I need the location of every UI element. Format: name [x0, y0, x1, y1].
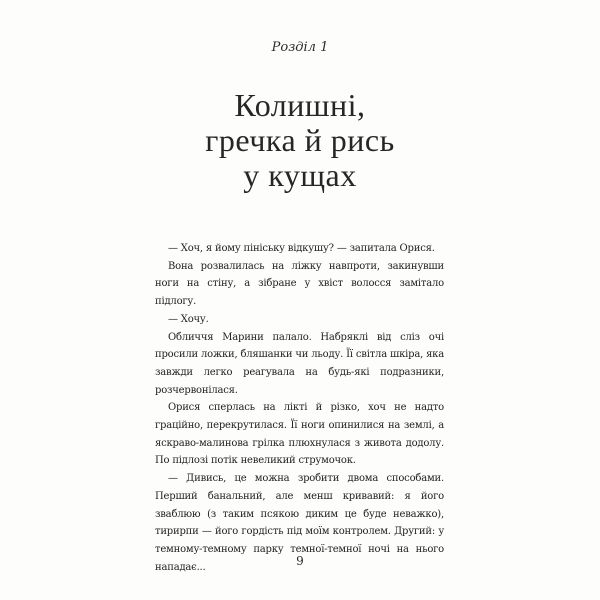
chapter-title-line: у кущах	[243, 157, 357, 193]
paragraph: — Дивись, це можна зробити двома способами. Перший банальний, але менш кривавий: я його зваблюю (з таким псякою диким це буде неважко), тирирпи — його гордість під моїм контролем. Другий: у темному-темному парку темної-темної ночі на нього нападає...	[155, 473, 444, 573]
paragraph: — Хочу.	[168, 313, 209, 325]
paragraph: Обличчя Марини палало. Набряклі від сліз очі просили ложки, бляшанки чи льоду. Її світла шкіра, яка завжди легко реагувала на будь-які подразники, розчервонілася.	[155, 331, 444, 396]
page-number: 9	[296, 554, 304, 568]
chapter-title-line: Колишні,	[234, 87, 366, 123]
chapter-title	[0, 88, 600, 193]
paragraph: Вона розвалилась на ліжку навпроти, закинувши ноги на стіну, а зібране у хвіст волосся замітало підлогу.	[155, 260, 444, 308]
paragraph: — Хоч, я йому пініську відкушу? — запитала Орися.	[168, 243, 435, 254]
chapter-label: Розділ 1	[271, 40, 329, 55]
body-text	[155, 240, 444, 576]
paragraph: Орися сперлась на лікті й різко, хоч не надто граційно, перекрутилася. Її ноги опинилися на землі, а яскраво-малинова грілка плюхнулася з живота додолу. По підлозі потік невеликий струмочок.	[155, 402, 444, 467]
chapter-title-line: гречка й рись	[205, 122, 395, 158]
